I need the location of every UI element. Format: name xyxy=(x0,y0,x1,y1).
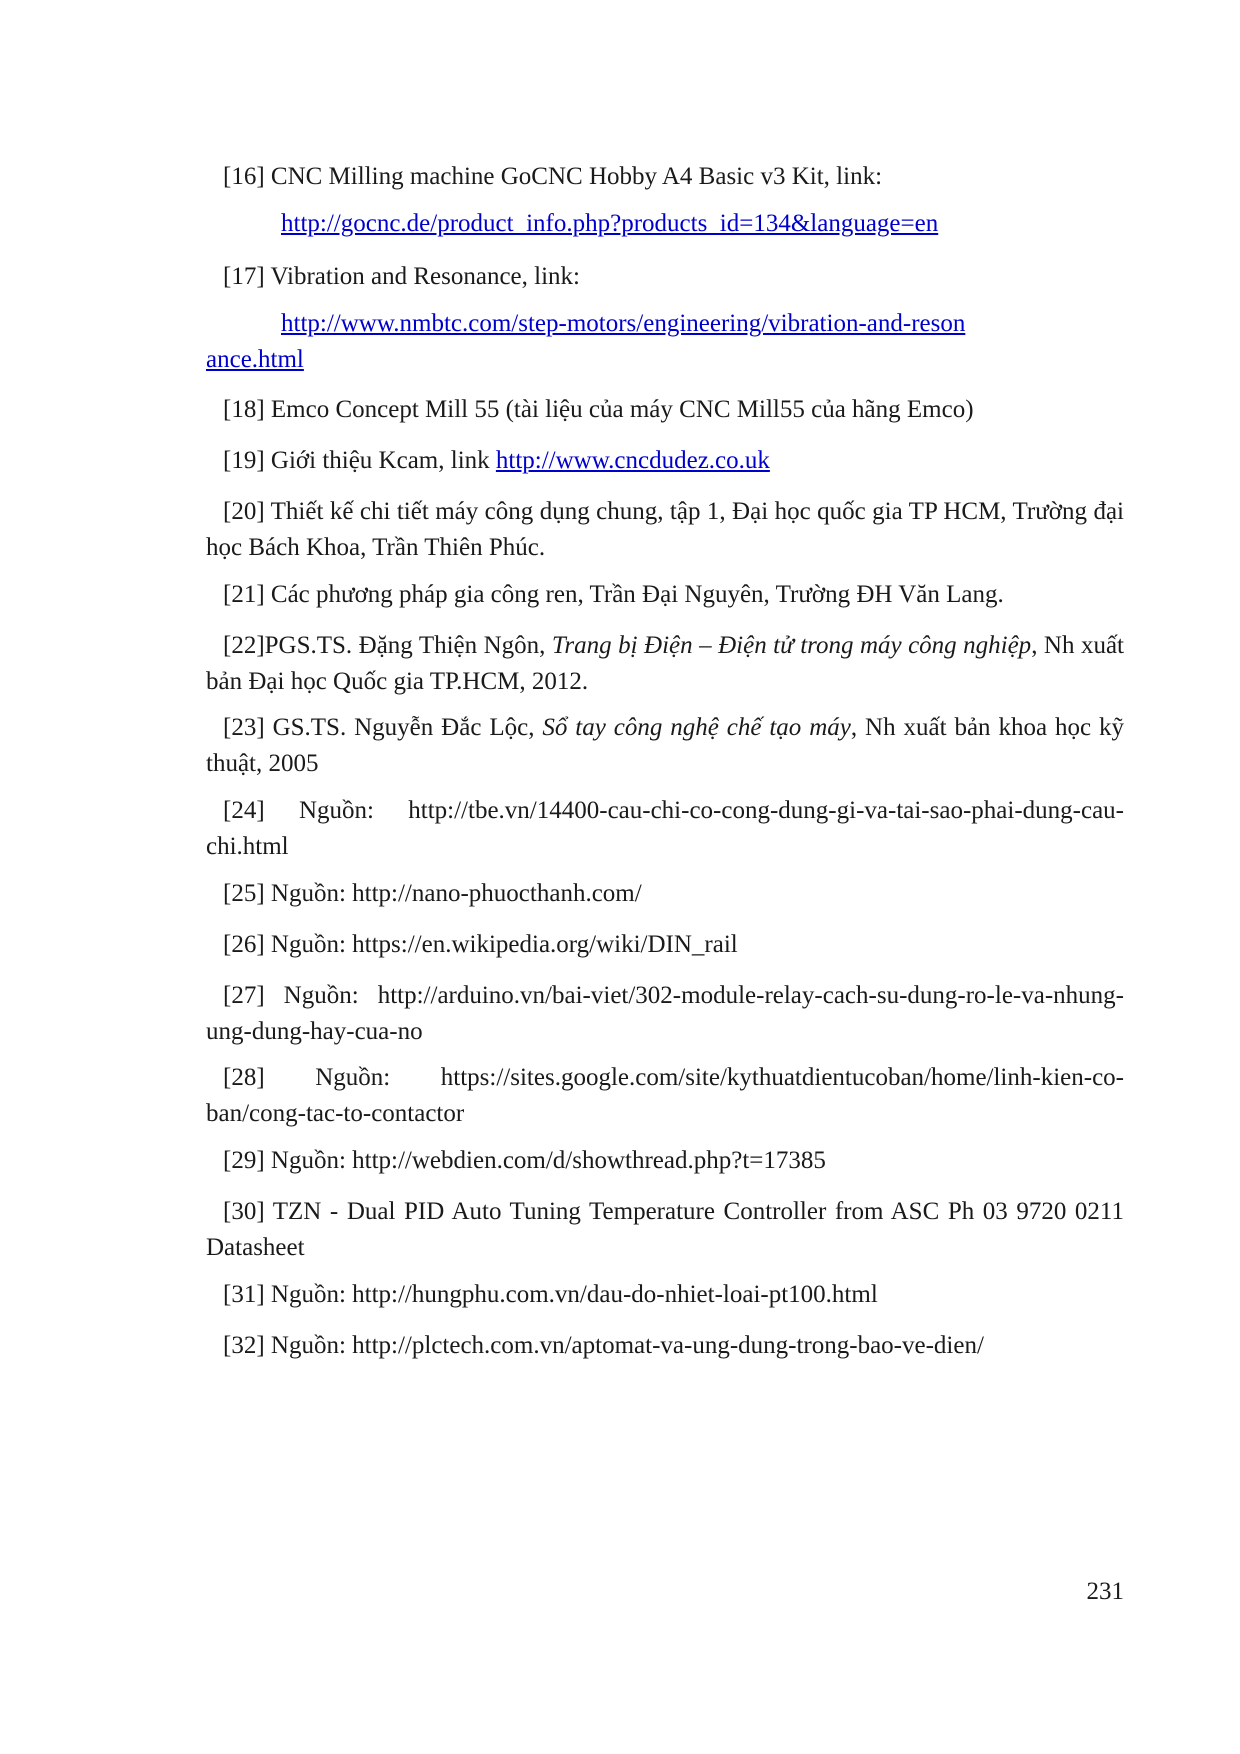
reference-22-title: Trang bị Điện – Điện tử trong máy công nghiệp xyxy=(551,632,1032,659)
reference-25: [25] Nguồn: http://nano-phuocthanh.com/ xyxy=(223,880,642,907)
reference-32: [32] Nguồn: http://plctech.com.vn/aptomat-va-ung-dung-trong-bao-ve-dien/ xyxy=(223,1332,984,1359)
reference-22-prefix: [22]PGS.TS. Đặng Thiện Ngôn, xyxy=(223,632,552,659)
reference-17-link[interactable]: http://www.nmbtc.com/step-motors/engineering/vibration-and-resonance.html xyxy=(206,310,966,373)
reference-31: [31] Nguồn: http://hungphu.com.vn/dau-do-nhiet-loai-pt100.html xyxy=(223,1281,878,1308)
reference-21: [21] Các phương pháp gia công ren, Trần Đại Nguyên, Trường ĐH Văn Lang. xyxy=(223,581,1004,608)
page-number: 231 xyxy=(1086,1578,1124,1605)
reference-30: [30] TZN - Dual PID Auto Tuning Temperature Controller from ASC Ph 03 9720 0211 Datasheet xyxy=(206,1198,1124,1261)
reference-26: [26] Nguồn: https://en.wikipedia.org/wiki/DIN_rail xyxy=(223,931,738,958)
reference-18: [18] Emco Concept Mill 55 (tài liệu của máy CNC Mill55 của hãng Emco) xyxy=(223,396,974,423)
reference-22 xyxy=(206,628,1124,700)
reference-19-link[interactable]: http://www.cncdudez.co.uk xyxy=(495,447,770,474)
reference-23 xyxy=(206,710,1124,782)
reference-23-prefix: [23] GS.TS. Nguyễn Đắc Lộc, xyxy=(223,714,543,741)
reference-19 xyxy=(206,443,1124,479)
reference-19-prefix: [19] Giới thiệu Kcam, link xyxy=(223,447,496,474)
reference-23-suffix: , Nh xuất bản khoa học kỹ thuật, 2005 xyxy=(206,714,1124,777)
reference-23-title: Sổ tay công nghệ chế tạo máy xyxy=(542,714,851,741)
reference-29: [29] Nguồn: http://webdien.com/d/showthread.php?t=17385 xyxy=(223,1147,826,1174)
reference-24: [24] Nguồn: http://tbe.vn/14400-cau-chi-co-cong-dung-gi-va-tai-sao-phai-dung-cau-chi.html xyxy=(206,797,1124,860)
reference-22-suffix: , Nh xuất bản Đại học Quốc gia TP.HCM, 2012. xyxy=(206,632,1124,695)
reference-27: [27] Nguồn: http://arduino.vn/bai-viet/302-module-relay-cach-su-dung-ro-le-va-nhung-ung-dung-hay-cua-no xyxy=(206,982,1124,1045)
reference-28: [28] Nguồn: https://sites.google.com/site/kythuatdientucoban/home/linh-kien-co-ban/cong-tac-to-contactor xyxy=(206,1064,1124,1127)
reference-17: [17] Vibration and Resonance, link: xyxy=(223,263,580,290)
reference-17-url-line xyxy=(206,306,966,378)
reference-16-link[interactable]: http://gocnc.de/product_info.php?products_id=134&language=en xyxy=(281,210,939,237)
reference-16: [16] CNC Milling machine GoCNC Hobby A4 Basic v3 Kit, link: xyxy=(223,163,883,190)
reference-20: [20] Thiết kế chi tiết máy công dụng chung, tập 1, Đại học quốc gia TP HCM, Trường đại học Bách Khoa, Trần Thiên Phúc. xyxy=(206,498,1124,561)
reference-16-url-line xyxy=(206,206,1124,242)
